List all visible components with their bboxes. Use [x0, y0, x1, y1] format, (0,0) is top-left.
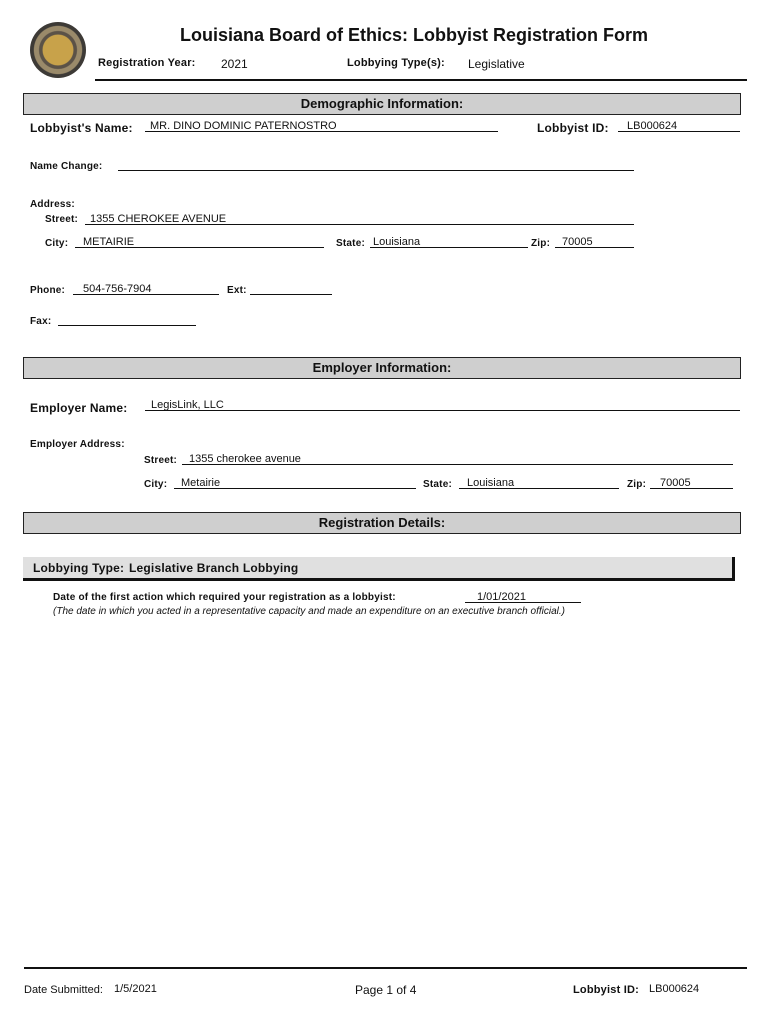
employer-name-value: LegisLink, LLC [151, 399, 224, 411]
employer-address-label: Employer Address: [30, 439, 125, 450]
date-submitted-value: 1/5/2021 [114, 983, 157, 995]
date-submitted-label: Date Submitted: [24, 984, 103, 996]
employer-state-line [459, 488, 619, 489]
employer-zip-line [650, 488, 733, 489]
lobbyist-id-label: Lobbyist ID: [537, 121, 609, 135]
first-action-label: Date of the first action which required your registration as a lobbyist: [53, 592, 396, 603]
phone-line [73, 294, 219, 295]
state-line [370, 247, 528, 248]
street-value: 1355 CHEROKEE AVENUE [90, 213, 227, 225]
page-number: Page 1 of 4 [355, 983, 417, 997]
lobbyist-name-value: MR. DINO DOMINIC PATERNOSTRO [150, 120, 337, 132]
lobbyist-id-line [618, 131, 740, 132]
employer-state-value: Louisiana [467, 477, 515, 489]
lobbyist-name-label: Lobbyist's Name: [30, 121, 133, 135]
lobbying-types-label: Lobbying Type(s): [347, 57, 445, 69]
city-value: METAIRIE [83, 236, 135, 248]
footer-rule [24, 967, 747, 969]
name-change-label: Name Change: [30, 161, 103, 172]
ext-line [250, 294, 332, 295]
header-rule [95, 79, 747, 81]
employer-zip-label: Zip: [627, 479, 647, 490]
address-label: Address: [30, 199, 75, 210]
employer-state-label: State: [423, 479, 452, 490]
section-registration: Registration Details: [23, 512, 741, 534]
name-change-line [118, 170, 634, 171]
employer-zip-value: 70005 [660, 477, 691, 489]
zip-label: Zip: [531, 238, 551, 249]
phone-value: 504-756-7904 [83, 283, 152, 295]
form-title: Louisiana Board of Ethics: Lobbyist Registration Form [180, 25, 649, 45]
registration-year-value: 2021 [221, 57, 248, 71]
employer-street-line [182, 464, 733, 465]
employer-city-label: City: [144, 479, 168, 490]
zip-line [555, 247, 634, 248]
employer-street-label: Street: [144, 455, 178, 466]
registration-year-label: Registration Year: [98, 57, 196, 69]
section-employer: Employer Information: [23, 357, 741, 379]
city-label: City: [45, 238, 69, 249]
phone-label: Phone: [30, 285, 66, 296]
lobbyist-name-line [145, 131, 498, 132]
employer-city-value: Metairie [181, 477, 221, 489]
section-demographic: Demographic Information: [23, 93, 741, 115]
state-label: State: [336, 238, 365, 249]
employer-name-label: Employer Name: [30, 401, 128, 415]
lobbying-type-value: Legislative Branch Lobbying [129, 561, 299, 575]
state-seal-icon [30, 22, 86, 78]
lobbying-types-value: Legislative [468, 57, 525, 71]
employer-name-line [145, 410, 740, 411]
first-action-line [465, 602, 581, 603]
employer-city-line [174, 488, 416, 489]
state-value: Louisiana [373, 236, 421, 248]
ext-label: Ext: [227, 285, 247, 296]
footer-lobbyist-id-value: LB000624 [649, 983, 700, 995]
first-action-note: (The date in which you acted in a representative capacity and made an expenditure on an executive branch official.) [53, 606, 565, 617]
street-label: Street: [45, 214, 79, 225]
zip-value: 70005 [562, 236, 593, 248]
first-action-date: 1/01/2021 [477, 591, 526, 603]
footer-lobbyist-id-label: Lobbyist ID: [573, 984, 639, 996]
lobbyist-id-value: LB000624 [627, 120, 678, 132]
lobbying-type-label: Lobbying Type: [33, 561, 125, 575]
employer-street-value: 1355 cherokee avenue [189, 453, 301, 465]
lobbying-type-bar [23, 557, 735, 581]
street-line [85, 224, 634, 225]
fax-line [58, 325, 196, 326]
city-line [75, 247, 324, 248]
fax-label: Fax: [30, 316, 52, 327]
